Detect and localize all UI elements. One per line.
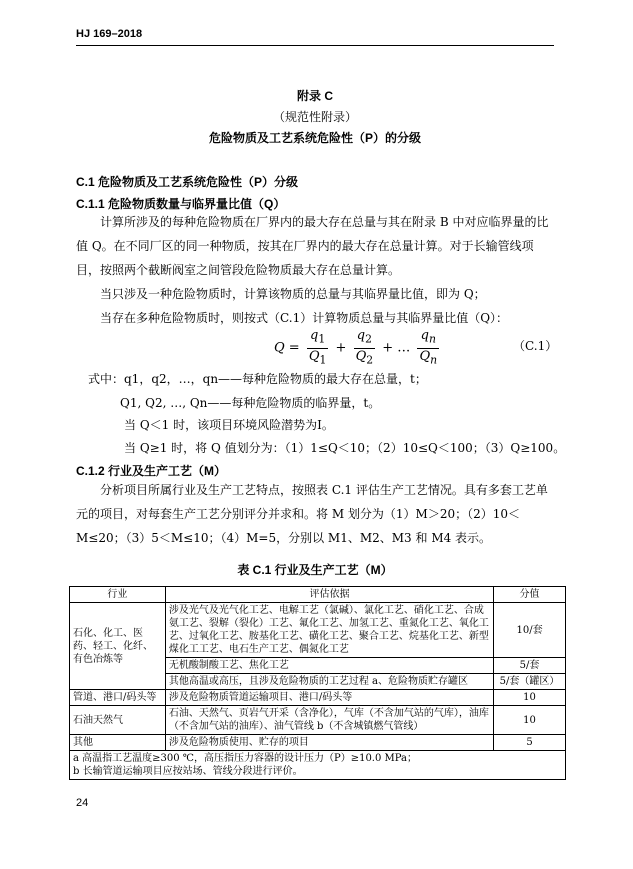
condition-1: 当 Q＜1 时，该项目环境风险潜势为Ⅰ。 — [124, 418, 334, 432]
table-c1 — [69, 586, 566, 780]
table-cell-basis: 涉及危险物质使用、贮存的项目 — [165, 735, 493, 751]
table-note-a: a 高温指工艺温度≥300 ℃，高压指压力容器的设计压力（P）≥10.0 MPa； — [73, 753, 418, 764]
formula-number: （C.1） — [513, 339, 558, 353]
table-cell-basis: 石油、天然气、页岩气开采（含净化），气库（不含加气站的气库），油库（不含加气站的油库）、油气管线 b（不含城镇燃气管线） — [165, 706, 493, 735]
table-cell-basis: 无机酸制酸工艺、焦化工艺 — [165, 658, 493, 674]
table-cell-industry: 石油天然气 — [70, 706, 166, 735]
table-cell-score: 10 — [494, 690, 566, 706]
table-cell-industry: 石化、化工、医药、轻工、化纤、有色冶炼等 — [70, 603, 166, 690]
table-cell-basis: 涉及危险物质管道运输项目、港口/码头等 — [165, 690, 493, 706]
paragraph-c11-3: 当存在多种危险物质时，则按式（C.1）计算物质总量与其临界量比值（Q）： — [100, 311, 509, 325]
table-cell-score: 5 — [494, 735, 566, 751]
appendix-nature: （规范性附录） — [272, 110, 357, 124]
header-rule — [76, 45, 554, 46]
table-cell-score: 10 — [494, 706, 566, 735]
table-cell-score: 5/套 — [494, 658, 566, 674]
table-header-score: 分值 — [494, 587, 566, 603]
appendix-subtitle: 危险物质及工艺系统危险性（P）的分级 — [208, 131, 421, 145]
table-header-basis: 评估依据 — [165, 587, 493, 603]
section-c1-heading: C.1 危险物质及工艺系统危险性（P）分级 — [76, 175, 299, 189]
table-cell-score: 5/套（罐区） — [494, 674, 566, 690]
table-cell-basis: 其他高温或高压，且涉及危险物质的工艺过程 a、危险物质贮存罐区 — [165, 674, 493, 690]
section-c11-heading: C.1.1 危险物质数量与临界量比值（Q） — [76, 197, 286, 211]
formula-c1: Q = $\frac{q_1}{Q_1}$ + $\frac{q_2}{Q_2}$ + … $\frac{q_n}{Q_n}$ — [274, 328, 438, 367]
table-caption: 表 C.1 行业及生产工艺（M） — [237, 563, 393, 577]
table-cell-industry: 管道、港口/码头等 — [70, 690, 166, 706]
page-number: 24 — [76, 797, 89, 809]
table-cell-industry: 其他 — [70, 735, 166, 751]
table-note-b: b 长输管道运输项目应按站场、管线分段进行评价。 — [73, 766, 303, 777]
section-c12-heading: C.1.2 行业及生产工艺（M） — [76, 464, 227, 478]
appendix-title: 附录 C — [296, 89, 333, 103]
table-header-industry: 行业 — [70, 587, 166, 603]
document-id: HJ 169–2018 — [76, 28, 143, 40]
where-clause-1: 式中：q1，q2，…，qn——每种危险物质的最大存在总量，t； — [88, 372, 427, 386]
paragraph-c11-2: 当只涉及一种危险物质时，计算该物质的总量与其临界量比值，即为 Q； — [100, 287, 486, 301]
condition-2: 当 Q≥1 时，将 Q 值划分为：（1）1≤Q＜10；（2）10≤Q＜100；（3）Q≥100。 — [124, 441, 566, 455]
where-clause-2: Q1, Q2, …, Qn——每种危险物质的临界量，t。 — [120, 396, 381, 410]
table-notes — [70, 751, 566, 780]
paragraph-c11-1: 计算所涉及的每种危险物质在厂界内的最大存在总量与其在附录 B 中对应临界量的比值 Q。在不同厂区的同一种物质，按其在厂界内的最大存在总量计算。对于长输管线项目，按照两个截断阀室之间管段危险物质最大存在总量计算。 — [76, 215, 549, 277]
table-cell-score: 10/套 — [494, 603, 566, 658]
table-cell-basis: 涉及光气及光气化工艺、电解工艺（氯碱）、氯化工艺、硝化工艺、合成氨工艺、裂解（裂化）工艺、氟化工艺、加氢工艺、重氮化工艺、氧化工艺、过氧化工艺、胺基化工艺、磺化工艺、聚合工艺、烷基化工艺、新型煤化工工艺、电石生产工艺、偶氮化工艺 — [165, 603, 493, 658]
paragraph-c12-1: 分析项目所属行业及生产工艺特点，按照表 C.1 评估生产工艺情况。具有多套工艺单元的项目，对每套生产工艺分别评分并求和。将 M 划分为（1）M＞20；（2）10＜M≤20；（3）5＜M≤10；（4）M=5，分别以 M1、M2、M3 和 M4 表示。 — [76, 483, 548, 545]
